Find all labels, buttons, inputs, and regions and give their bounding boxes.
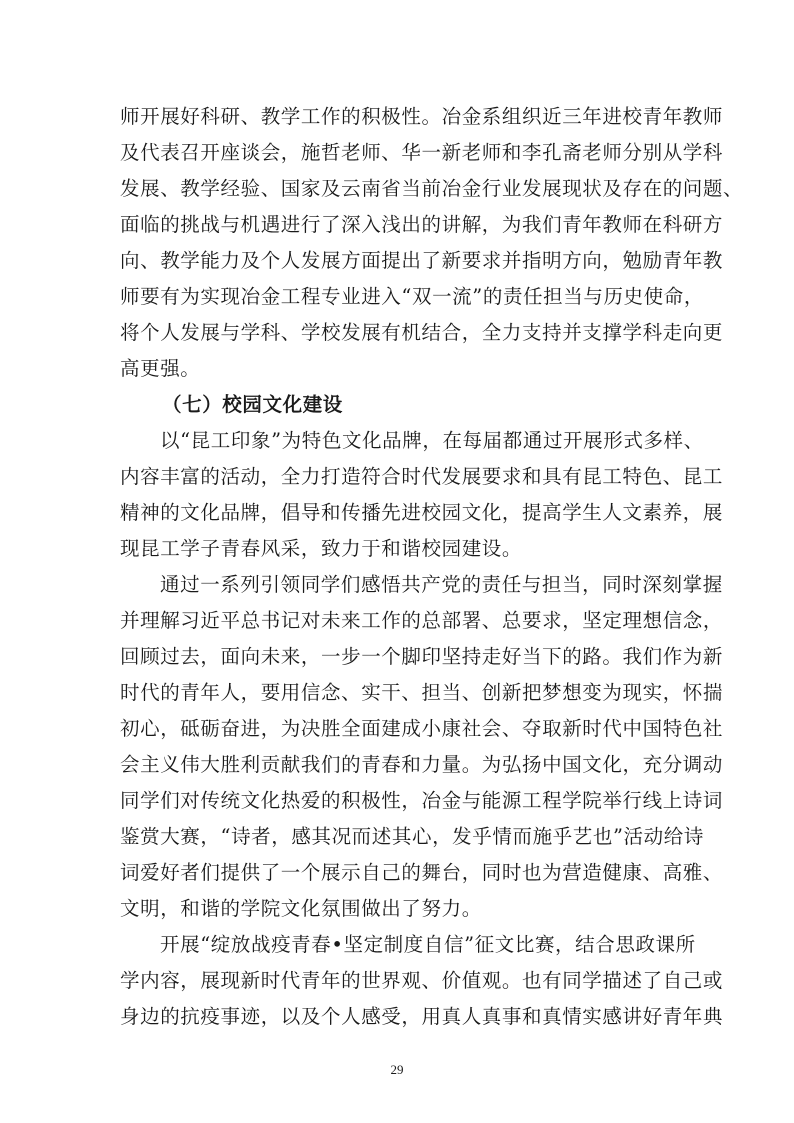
paragraph-line: 鉴赏大赛，“诗者，感其况而述其心，发乎情而施乎艺也”活动给诗 <box>120 825 704 848</box>
page-number: 29 <box>390 1062 404 1077</box>
paragraph-line: 身边的抗疫事迹，以及个人感受，用真人真事和真情实感讲好青年典 <box>120 1005 724 1028</box>
paragraph-line: 高更强。 <box>120 357 201 380</box>
paragraph-line: 词爱好者们提供了一个展示自己的舞台，同时也为营造健康、高雅、 <box>120 861 724 884</box>
paragraph-line: 回顾过去，面向未来，一步一个脚印坚持走好当下的路。我们作为新 <box>120 645 724 668</box>
section-heading: （七）校园文化建设 <box>162 393 343 416</box>
paragraph-line: 以“昆工印象”为特色文化品牌，在每届都通过开展形式多样、 <box>160 429 704 452</box>
paragraph-line: 开展“绽放战疫青春•坚定制度自信”征文比赛，结合思政课所 <box>160 933 696 956</box>
paragraph-line: 会主义伟大胜利贡献我们的青春和力量。为弘扬中国文化，充分调动 <box>120 753 724 776</box>
paragraph-line: 发展、教学经验、国家及云南省当前冶金行业发展现状及存在的问题、 <box>120 177 744 200</box>
paragraph-line: 及代表召开座谈会，施哲老师、华一新老师和李孔斋老师分别从学科 <box>120 141 724 164</box>
paragraph-line: 将个人发展与学科、学校发展有机结合，全力支持并支撑学科走向更 <box>120 321 724 344</box>
paragraph-line: 初心，砥砺奋进，为决胜全面建成小康社会、夺取新时代中国特色社 <box>120 717 724 740</box>
paragraph-line: 并理解习近平总书记对未来工作的总部署、总要求，坚定理想信念， <box>120 609 724 632</box>
paragraph-line: 向、教学能力及个人发展方面提出了新要求并指明方向，勉励青年教 <box>120 249 724 272</box>
paragraph-line: 师要有为实现冶金工程专业进入“双一流”的责任担当与历史使命， <box>120 285 704 308</box>
paragraph-line: 师开展好科研、教学工作的积极性。冶金系组织近三年进校青年教师 <box>120 105 724 128</box>
paragraph-line: 通过一系列引领同学们感悟共产党的责任与担当，同时深刻掌握 <box>160 573 723 596</box>
paragraph-line: 时代的青年人，要用信念、实干、担当、创新把梦想变为现实，怀揣 <box>120 681 724 704</box>
paragraph-line: 面临的挑战与机遇进行了深入浅出的讲解，为我们青年教师在科研方 <box>120 213 724 236</box>
paragraph-line: 文明，和谐的学院文化氛围做出了努力。 <box>120 897 482 920</box>
paragraph-line: 精神的文化品牌，倡导和传播先进校园文化，提高学生人文素养，展 <box>120 501 724 524</box>
paragraph-line: 学内容，展现新时代青年的世界观、价值观。也有同学描述了自己或 <box>120 969 724 992</box>
paragraph-line: 内容丰富的活动，全力打造符合时代发展要求和具有昆工特色、昆工 <box>120 465 724 488</box>
paragraph-line: 同学们对传统文化热爱的积极性，冶金与能源工程学院举行线上诗词 <box>120 789 724 812</box>
paragraph-line: 现昆工学子青春风采，致力于和谐校园建设。 <box>120 537 523 560</box>
